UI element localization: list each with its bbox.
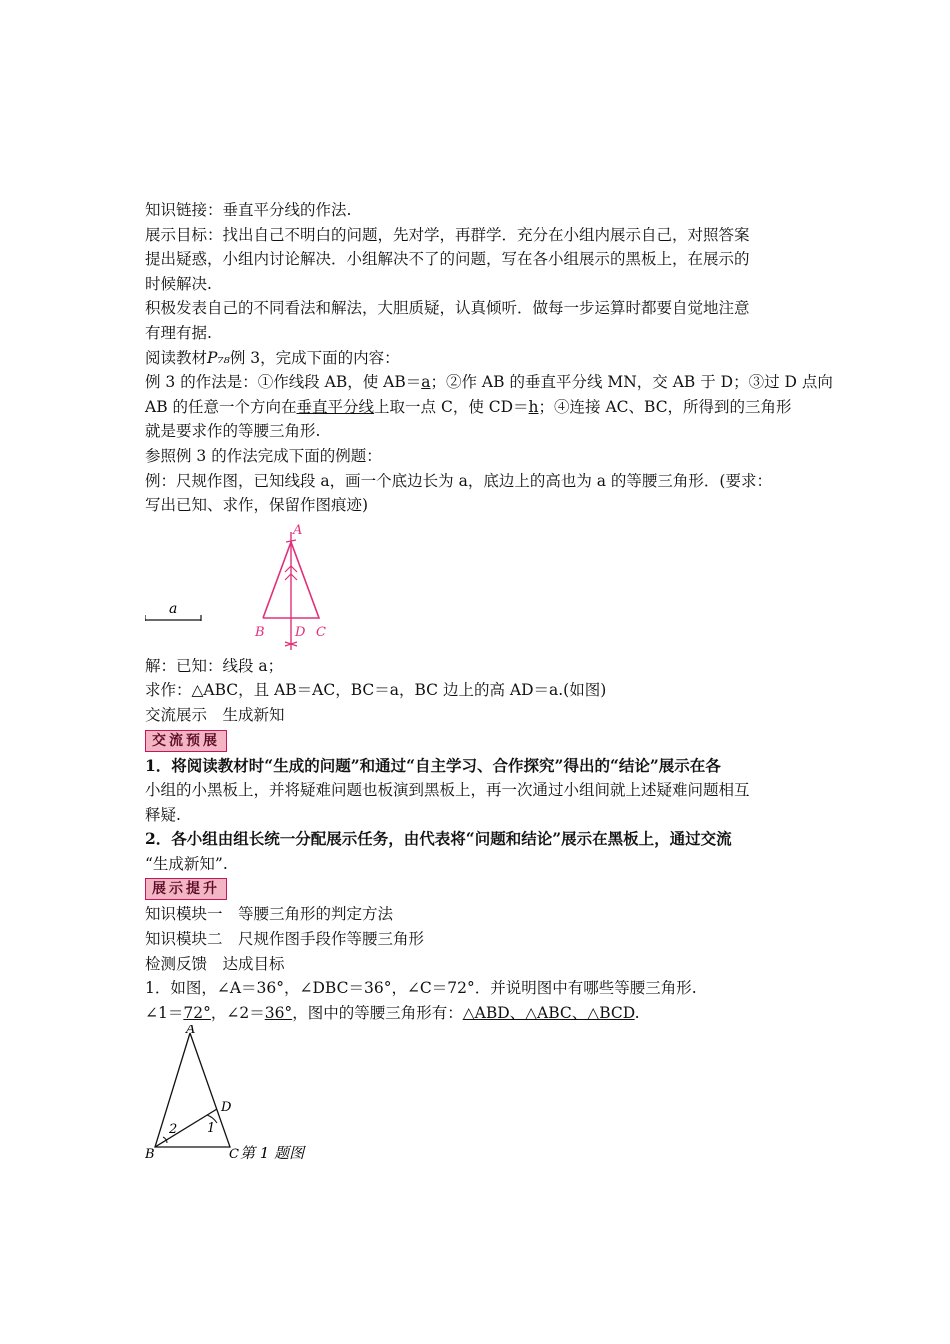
triangle-abc [155, 1033, 230, 1147]
text-line: 知识链接：垂直平分线的作法. [145, 201, 352, 219]
figure-caption: 第 1 题图 [240, 1144, 305, 1161]
triangle-figure [145, 1025, 445, 1160]
point-b-label: B [255, 624, 265, 640]
text-span: ；④连接 AC、BC，所得到的三角形 [538, 397, 792, 416]
answer-angle-2: 36° [264, 1003, 293, 1022]
text-span: . [634, 1003, 640, 1022]
text-line: 积极发表自己的不同看法和解法，大胆质疑，认真倾听．做每一步运算时都要自觉地注意 [145, 299, 750, 318]
text-line [145, 346, 825, 371]
text-span: 上取一点 C，使 CD＝ [374, 397, 529, 416]
triangle-svg [145, 1025, 445, 1160]
text-line: 释疑. [145, 805, 181, 824]
text-line: 1．将阅读教材时“生成的问题”和通过“自主学习、合作探究”得出的“结论”展示在各 [145, 755, 721, 775]
text-line [145, 370, 833, 395]
text-line [145, 395, 825, 420]
answer-bisector: 垂直平分线 [296, 397, 375, 416]
text-line: 2．各小组由组长统一分配展示任务，由代表将“问题和结论”展示在黑板上，通过交流 [145, 829, 732, 849]
page-ref: P₇₈ [207, 348, 230, 367]
text-line: 检测反馈 达成目标 [145, 954, 285, 973]
text-span: 例 3 的作法是：①作线段 AB，使 AB＝ [145, 373, 422, 392]
answer-h: h [528, 397, 539, 416]
point-a-label: A [293, 522, 303, 538]
text-line: 解：已知：线段 a； [145, 656, 284, 675]
text-span: 阅读教材 [145, 348, 208, 367]
answer-triangles: △ABD、△ABC、△BCD [462, 1003, 635, 1022]
answer-a: a [421, 373, 431, 392]
text-line [145, 1001, 825, 1026]
segment-label: a [169, 600, 178, 617]
text-line: 有理有据. [145, 323, 212, 342]
point-d-label: D [221, 1100, 232, 1116]
text-line: 知识模块二 尺规作图手段作等腰三角形 [145, 930, 425, 949]
text-span: ，图中的等腰三角形有： [292, 1003, 463, 1022]
text-line: 时候解决. [145, 274, 212, 293]
section-badge-row [145, 876, 825, 902]
text-line: “生成新知”. [145, 854, 228, 873]
section-badge: 展示提升 [145, 878, 227, 900]
angle-2-label: 2 [169, 1122, 178, 1138]
text-span: ，∠2＝ [210, 1003, 265, 1022]
text-line: 就是要求作的等腰三角形. [145, 422, 321, 441]
answer-angle-1: 72° [183, 1003, 211, 1022]
section-badge-row [145, 728, 825, 754]
text-line: 参照例 3 的作法完成下面的例题： [145, 446, 382, 465]
construction-figure [145, 518, 825, 654]
text-span: 例 3，完成下面的内容： [229, 348, 400, 367]
text-span: ∠1＝ [145, 1003, 184, 1022]
point-c-label: C [229, 1147, 239, 1161]
text-span: AB 的任意一个方向在 [145, 397, 297, 416]
text-line: 提出疑惑，小组内讨论解决．小组解决不了的问题，写在各小组展示的黑板上，在展示的 [145, 250, 750, 269]
text-line: 1．如图，∠A＝36°，∠DBC＝36°，∠C＝72°．并说明图中有哪些等腰三角形. [145, 979, 697, 998]
text-line: 求作：△ABC，且 AB＝AC，BC＝a，BC 边上的高 AD＝a.(如图) [145, 681, 607, 700]
text-line: 知识模块一 等腰三角形的判定方法 [145, 905, 394, 924]
point-c-label: C [316, 624, 326, 640]
text-line: 交流展示 生成新知 [145, 705, 285, 724]
text-span: ；②作 AB 的垂直平分线 MN，交 AB 于 D；③过 D 点向 [430, 373, 833, 392]
point-a-label: A [186, 1025, 196, 1038]
text-line: 例：尺规作图，已知线段 a，画一个底边长为 a，底边上的高也为 a 的等腰三角形．(要求： [145, 471, 772, 490]
angle-1-label: 1 [207, 1121, 216, 1137]
text-line: 小组的小黑板上，并将疑难问题也板演到黑板上，再一次通过小组间就上述疑难问题相互 [145, 781, 750, 800]
point-d-label: D [295, 624, 306, 640]
text-line: 展示目标：找出自己不明白的问题，先对学，再群学．充分在小组内展示自己，对照答案 [145, 225, 750, 244]
section-badge: 交流预展 [145, 730, 227, 752]
document-body [145, 198, 833, 1161]
construction-svg [145, 518, 825, 654]
point-b-label: B [145, 1147, 155, 1161]
text-line: 写出已知、求作，保留作图痕迹) [145, 496, 369, 515]
